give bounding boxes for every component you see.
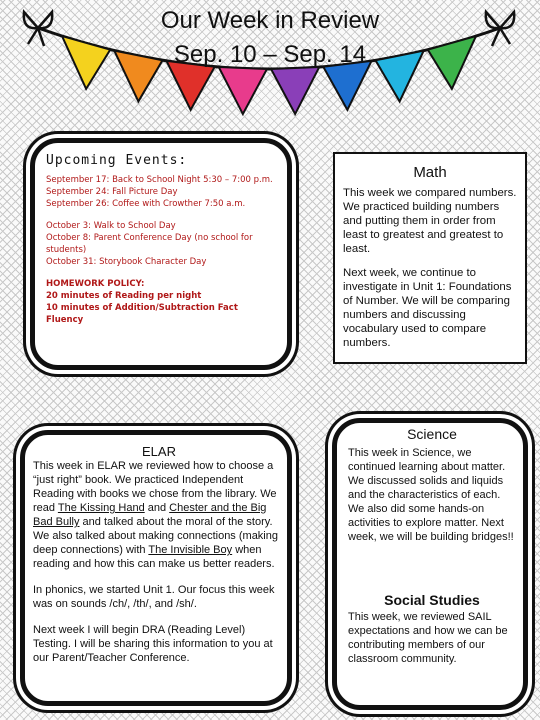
math-paragraph: Next week, we continue to investigate in Unit 1: Foundations of Number. We will be comparing numbers and discussing vocabulary used to compare numbers. (343, 267, 512, 349)
homework-policy (46, 278, 276, 326)
event-item: October 8: Parent Conference Day (no school for students) (46, 233, 253, 255)
math-panel (333, 152, 527, 364)
elar-phonics-paragraph: In phonics, we started Unit 1. Our focus this week was on sounds /ch/, /th/, and /sh/. (33, 584, 275, 610)
elar-title: ELAR (142, 444, 176, 459)
science-paragraph: This week in Science, we continued learning about matter. We discussed solids and liquids and the characteristics of each. We also did some hands-on activities to explore matter. Next week, we will be building bridges!! (348, 447, 514, 543)
math-paragraph: This week we compared numbers. We practiced building numbers and putting them in order from least to greatest and greatest to least. (343, 187, 517, 255)
social-studies-paragraph: This week, we reviewed SAIL expectations and how we can be contributing members of our classroom community. (348, 611, 508, 665)
elar-paragraph (33, 459, 285, 571)
social-studies-title: Social Studies (384, 592, 480, 608)
elar-text: and (144, 502, 170, 514)
event-item: September 17: Back to School Night 5:30 – 7:00 p.m. (46, 175, 273, 185)
event-item: September 24: Fall Picture Day (46, 187, 178, 197)
homework-line: 10 minutes of Addition/Subtraction Fact Fluency (46, 303, 238, 325)
bunting-flag (219, 67, 267, 114)
date-range: Sep. 10 – Sep. 14 (173, 41, 367, 68)
homework-title: HOMEWORK POLICY: (46, 279, 145, 289)
homework-line: 20 minutes of Reading per night (46, 291, 202, 301)
events-group-october (46, 220, 276, 268)
science-panel (348, 426, 516, 544)
book-title: The Invisible Boy (148, 544, 233, 556)
upcoming-events-title: Upcoming Events: (46, 153, 188, 168)
bunting-flag (271, 67, 319, 114)
book-title: Chester and the Big Bad Bully (33, 502, 267, 528)
event-item: October 3: Walk to School Day (46, 221, 176, 231)
event-item: October 31: Storybook Character Day (46, 257, 207, 267)
elar-text: This week in ELAR we reviewed how to choose a “just right” book. We practiced Independent Reading with books we chose from the library. We read (33, 460, 277, 514)
elar-panel (33, 444, 285, 665)
event-item: September 26: Coffee with Crowther 7:50 a.m. (46, 199, 246, 209)
book-title: The Kissing Hand (57, 502, 145, 514)
science-title: Science (407, 426, 457, 442)
page-title: Our Week in Review (160, 7, 380, 34)
events-group-september (46, 174, 276, 210)
bunting-flag (167, 61, 215, 110)
elar-text: and talked about the moral of the story. We also talked about making connections (making deep connections) with (33, 516, 278, 556)
social-studies-panel (348, 592, 516, 666)
math-title: Math (413, 164, 447, 181)
elar-text: when reading and how this can make us better readers. (33, 544, 275, 570)
elar-testing-paragraph: Next week I will begin DRA (Reading Level) Testing. I will be sharing this information to you at our Parent/Teacher Conference. (33, 624, 273, 664)
upcoming-events-panel (46, 153, 276, 326)
bunting-flag (323, 61, 371, 110)
